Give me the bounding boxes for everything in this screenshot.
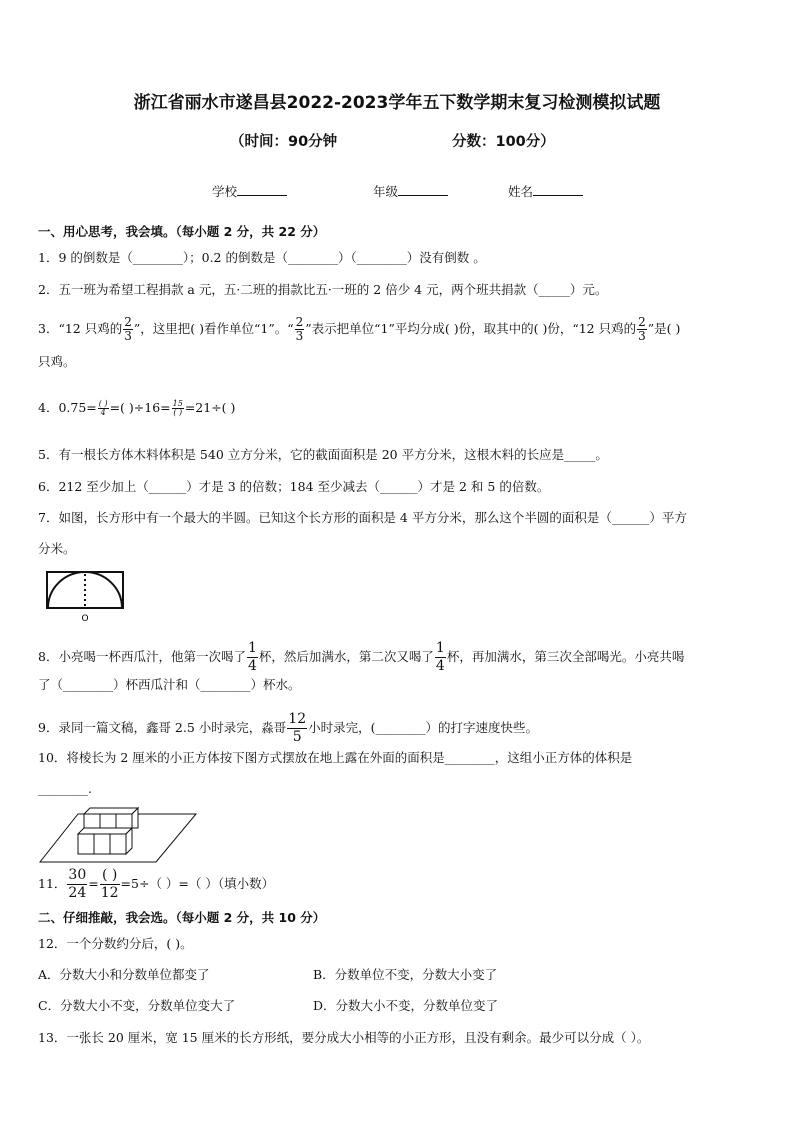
- fraction-denominator: 24: [68, 885, 87, 901]
- fraction-numerator: ( ): [98, 399, 108, 408]
- q9-text-a: 9．录同一篇文稿，鑫哥 2.5 小时录完，淼哥: [38, 720, 287, 735]
- fraction-numerator: 2: [638, 315, 646, 329]
- question-7: 7．如图，长方形中有一个最大的半圆。已知这个长方形的面积是 4 平方分米，那么这个半圆的面积是（______）平方: [38, 510, 687, 525]
- fraction-numerator: 12: [288, 711, 307, 727]
- q8-text-a: 8．小亮喝一杯西瓜汁，他第一次喝了: [38, 649, 246, 664]
- q12-option-b[interactable]: B．分数单位不变，分数大小变了: [313, 967, 498, 982]
- q11-fraction-1: [67, 867, 87, 902]
- fraction-numerator: ( ): [100, 867, 120, 885]
- question-3-line2: 只鸡。: [38, 354, 76, 369]
- question-9: [38, 711, 538, 746]
- question-13: 13．一张长 20 厘米，宽 15 厘米的长方形纸，要分成大小相等的小正方形，且没有剩余。最少可以分成（ ）。: [38, 1030, 650, 1045]
- cube: [84, 814, 100, 828]
- q4-text-a: 4．0.75=: [38, 400, 97, 415]
- school-label: 学校: [212, 184, 238, 199]
- question-3: [38, 316, 680, 343]
- q8-text-c: 杯，再加满水，第三次全部喝光。小亮共喝: [446, 649, 685, 664]
- cube-top: [78, 828, 132, 834]
- cube: [100, 814, 116, 828]
- q12-option-a[interactable]: A．分数大小和分数单位都变了: [38, 967, 210, 982]
- center-label: O: [81, 614, 89, 624]
- question-11: [38, 867, 274, 902]
- grade-blank[interactable]: [398, 183, 448, 196]
- name-label: 姓名: [508, 184, 534, 199]
- q4-fraction-1: [98, 400, 109, 417]
- question-10: 10．将棱长为 2 厘米的小正方体按下图方式摆放在地上露在外面的面积是________，这组小正方体的体积是: [38, 750, 633, 765]
- question-12: 12．一个分数约分后，( )。: [38, 936, 193, 951]
- cube-stack: [78, 808, 138, 854]
- q4-text-b: =( )÷16=: [109, 400, 171, 415]
- grade-field: [373, 182, 448, 200]
- q12-option-c[interactable]: C．分数大小不变，分数单位变大了: [38, 998, 236, 1013]
- q4-text-c: =21÷( ): [184, 400, 236, 415]
- fraction-denominator: 3: [295, 329, 304, 343]
- question-7-line2: 分米。: [38, 541, 76, 556]
- fraction-denominator: 3: [638, 329, 646, 343]
- fraction-denominator: 4: [100, 408, 106, 417]
- fraction-numerator: 1: [247, 640, 257, 656]
- cubes-figure: [38, 802, 198, 864]
- fraction-denominator: 12: [100, 885, 119, 901]
- cube-top: [84, 808, 138, 814]
- cube: [94, 834, 110, 854]
- q3-fraction-2: [295, 316, 305, 343]
- q3-fraction-3: [637, 316, 647, 343]
- question-4: [38, 400, 235, 417]
- cube: [110, 834, 126, 854]
- page-title: 浙江省丽水市遂昌县2022-2023学年五下数学期末复习检测模拟试题: [133, 93, 661, 113]
- school-blank[interactable]: [237, 183, 287, 196]
- question-5: 5．有一根长方体木料体积是 540 立方分米，它的截面面积是 20 平方分米，这根木料的长应是_____。: [38, 447, 608, 462]
- q12-option-d[interactable]: D．分数大小不变，分数单位变了: [313, 998, 499, 1013]
- fraction-denominator: 3: [124, 329, 132, 343]
- name-field: [508, 182, 583, 200]
- question-8-line2: 了（________）杯西瓜汁和（________）杯水。: [38, 677, 301, 692]
- fraction-denominator: ( ): [173, 408, 183, 417]
- fraction-numerator: 2: [295, 315, 304, 329]
- q8-fraction-2: [435, 640, 446, 675]
- section1-heading: 一、用心思考，我会填。（每小题 2 分，共 22 分）: [38, 224, 326, 239]
- fraction-denominator: 5: [292, 729, 302, 745]
- fraction-numerator: 30: [68, 867, 87, 883]
- q3-fraction-1: [123, 316, 133, 343]
- q3-text-c: ”表示把单位“1”平均分成( )份，取其中的( )份，“12 只鸡的: [305, 321, 637, 336]
- question-10-line2: ________.: [38, 781, 92, 796]
- question-6: 6．212 至少加上（______）才是 3 的倍数；184 至少减去（______）才是 2 和 5 的倍数。: [38, 479, 550, 494]
- fraction-denominator: 4: [435, 658, 445, 674]
- q11-fraction-2: [100, 867, 120, 902]
- q4-fraction-2: [172, 400, 184, 417]
- q3-text-a: 3．“12 只鸡的: [38, 321, 123, 336]
- cube: [116, 814, 132, 828]
- fraction-denominator: 4: [247, 658, 257, 674]
- q8-fraction-1: [247, 640, 258, 675]
- q3-text-b: ”，这里把( )看作单位“1”。“: [133, 321, 294, 336]
- school-field: [212, 182, 287, 200]
- fraction-numerator: 1: [435, 640, 445, 656]
- fraction-numerator: 15: [172, 399, 183, 408]
- cube: [78, 834, 94, 854]
- question-1: 1．9 的倒数是（________）；0.2 的倒数是（________）（________）没有倒数 。: [38, 250, 486, 265]
- q9-fraction: [287, 711, 307, 746]
- exam-score: 分数：100分）: [452, 134, 555, 150]
- fraction-numerator: 2: [124, 315, 132, 329]
- question-8: [38, 640, 684, 675]
- q11-equals: =: [88, 876, 99, 891]
- semicircle-figure: [38, 570, 128, 626]
- question-2: 2．五一班为希望工程捐款 a 元，五·二班的捐款比五·一班的 2 倍少 4 元，两个班共捐款（_____）元。: [38, 282, 608, 297]
- q9-text-b: 小时录完，(________）的打字速度快些。: [308, 720, 538, 735]
- exam-time: （时间：90分钟: [230, 134, 338, 150]
- name-blank[interactable]: [533, 183, 583, 196]
- q11-text-a: 11．: [38, 876, 67, 891]
- q8-text-b: 杯，然后加满水，第二次又喝了: [258, 649, 434, 664]
- grade-label: 年级: [373, 184, 399, 199]
- section2-heading: 二、仔细推敲，我会选。（每小题 2 分，共 10 分）: [38, 910, 326, 925]
- q11-text-b: =5÷（ ）=（ ）（填小数）: [120, 876, 275, 891]
- q3-text-d: ”是( ): [647, 321, 681, 336]
